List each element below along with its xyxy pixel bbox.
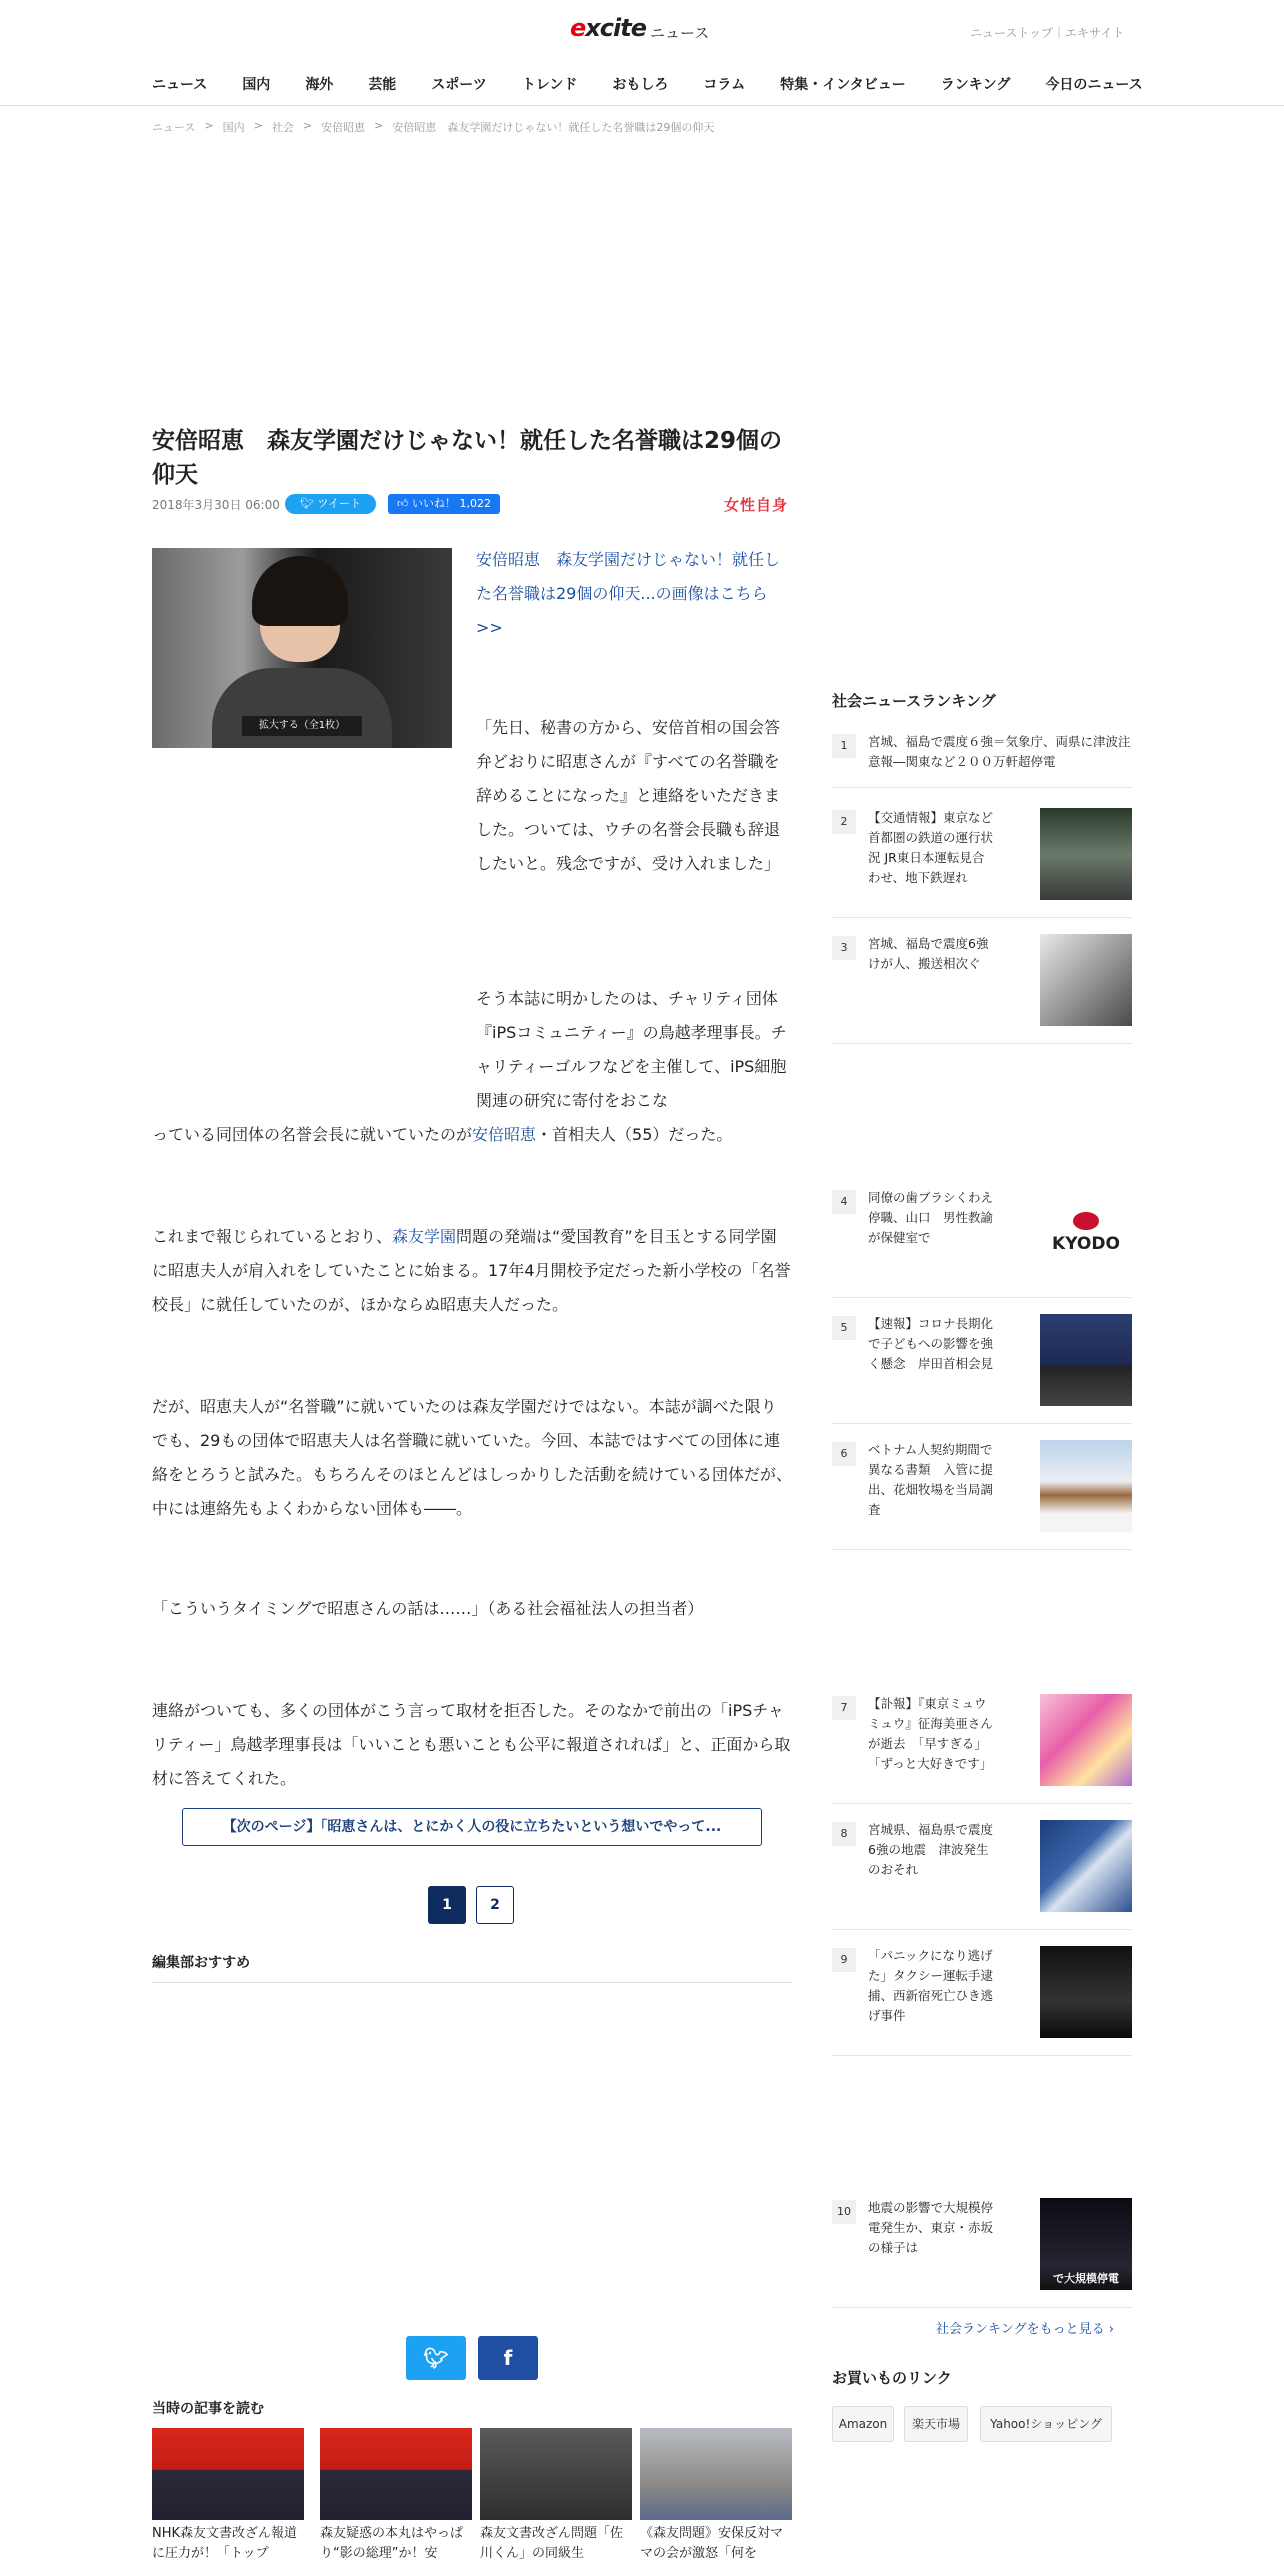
- ranking-thumbnail: [1040, 934, 1132, 1026]
- share-twitter-button[interactable]: [406, 2336, 466, 2380]
- ranking-title: 【訃報】『東京ミュウミュウ』征海美亜さんが逝去 「早すぎる」「ずっと大好きです」: [868, 1696, 993, 1771]
- nav-item-overseas[interactable]: 海外: [305, 77, 334, 93]
- shop-link-rakuten[interactable]: 楽天市場: [904, 2406, 968, 2442]
- ranking-title: 地震の影響で大規模停電発生か、東京・赤坂の様子は: [868, 2200, 994, 2255]
- ranking-thumbnail: [1040, 1946, 1132, 2038]
- global-nav: [0, 66, 1284, 106]
- tag-link[interactable]: 安倍昭恵: [472, 1125, 537, 1144]
- past-article-thumbnail: [640, 2428, 792, 2520]
- excite-logo[interactable]: excite: [570, 14, 646, 42]
- article-photo[interactable]: [152, 548, 452, 748]
- ranking-item[interactable]: 3 宮城、福島で震度6強けが人、搬送相次ぐ: [832, 934, 1132, 1044]
- ranking-thumbnail: [1040, 808, 1132, 900]
- article-paragraph: そう本誌に明かしたのは、チャリティ団体『iPSコミュニティー』の鳥越孝理事長。チャリティーゴルフなどを主催して、iPS細胞関連の研究に寄付をおこな: [476, 989, 787, 1110]
- past-article-title: 森友文書改ざん問題「佐川くん」の同級生: [480, 2526, 624, 2561]
- ranking-item[interactable]: 5 【速報】コロナ長期化で子どもへの影響を強く懸念 岸田首相会見: [832, 1314, 1132, 1424]
- twitter-icon: 🐦︎: [300, 497, 318, 510]
- ranking-title: 【速報】コロナ長期化で子どもへの影響を強く懸念 岸田首相会見: [868, 1316, 994, 1371]
- page-2-button[interactable]: 2: [476, 1886, 514, 1924]
- article-paragraph: っている同団体の名誉会長に就いていたのが安倍昭恵・首相夫人（55）だった。: [152, 1125, 733, 1144]
- nav-item-domestic[interactable]: 国内: [242, 77, 271, 93]
- ranking-item[interactable]: 2 【交通情報】東京など首都圏の鉄道の運行状況 JR東日本運転見合わせ、地下鉄遅れ: [832, 808, 1132, 918]
- ranking-item[interactable]: 4 同僚の歯ブラシくわえ停職、山口 男性教諭が保健室で KYODO: [832, 1188, 1132, 1298]
- ranking-thumbnail: [1040, 1694, 1132, 1786]
- nav-item-today[interactable]: 今日のニュース: [1045, 77, 1143, 93]
- ranking-item[interactable]: 6 ベトナム人契約期間で異なる書類 入管に提出、花畑牧場を当局調査: [832, 1440, 1132, 1550]
- ranking-title: 同僚の歯ブラシくわえ停職、山口 男性教諭が保健室で: [868, 1190, 994, 1245]
- ranking-title: 「パニックになり逃げた」タクシー運転手逮捕、西新宿死亡ひき逃げ事件: [868, 1948, 994, 2023]
- photo-enlarge-caption[interactable]: 拡大する（全1枚）: [242, 716, 362, 736]
- ranking-title: ベトナム人契約期間で異なる書類 入管に提出、花畑牧場を当局調査: [868, 1442, 994, 1517]
- nav-item-ranking[interactable]: ランキング: [940, 77, 1011, 93]
- ranking-thumbnail: [1040, 1440, 1132, 1532]
- kyodo-logo: KYODO: [1040, 1188, 1132, 1280]
- kyodo-mark-icon: [1073, 1212, 1099, 1230]
- ranking-item[interactable]: 1 宮城、福島で震度６強＝気象庁、両県に津波注意報―関東など２００万軒超停電: [832, 732, 1132, 788]
- past-article-title: NHK森友文書改ざん報道に圧力が！「トップ: [152, 2526, 298, 2561]
- nav-item-column[interactable]: コラム: [703, 77, 746, 93]
- source-logo[interactable]: 女性自身: [724, 496, 789, 514]
- past-articles-heading: 当時の記事を読む: [152, 2401, 264, 2417]
- ranking-thumbnail: で大規模停電: [1040, 2198, 1132, 2290]
- breadcrumb-item[interactable]: 社会: [271, 121, 294, 134]
- past-article-thumbnail: [480, 2428, 632, 2520]
- past-article-card[interactable]: [480, 2428, 632, 2564]
- article-paragraph: 「先日、秘書の方から、安倍首相の国会答弁どおりに昭恵さんが『すべての名誉職を辞めることになった』と連絡をいただきました。ついては、ウチの名誉会長職も辞退したいと。残念ですが、受け入れました」: [476, 718, 781, 873]
- like-button[interactable]: 👍︎ いいね！ 1,022: [388, 494, 500, 514]
- photo-gallery-link[interactable]: 安倍昭恵 森友学園だけじゃない！就任した名誉職は29個の仰天...の画像はこちら >>: [476, 550, 781, 637]
- tag-link[interactable]: 森友学園: [392, 1227, 457, 1246]
- article-date: 2018年3月30日 06:00: [152, 498, 280, 512]
- past-article-card[interactable]: [152, 2428, 304, 2564]
- article-paragraph: だが、昭恵夫人が“名誉職”に就いていたのは森友学園だけではない。本誌が調べた限りでも、29もの団体で昭恵夫人は名誉職に就いていた。今回、本誌ではすべての団体に連絡をとろうと試みた。もちろんそのほとんどはしっかりした活動を続けている団体だが、中には連絡先もよくわからない団体も――。: [152, 1397, 793, 1518]
- past-article-thumbnail: [320, 2428, 472, 2520]
- page-1-button[interactable]: 1: [428, 1886, 466, 1924]
- article-paragraph: これまで報じられているとおり、森友学園問題の発端は“愛国教育”を目玉とする同学園に昭恵夫人が肩入れをしていたことに始まる。17年4月開校予定だった新小学校の「名誉校長」に就任していたのが、ほかならぬ昭恵夫人だった。: [152, 1227, 791, 1314]
- ranking-title: 宮城、福島で震度6強けが人、搬送相次ぐ: [868, 936, 989, 971]
- ranking-heading: 社会ニュースランキング: [832, 692, 996, 710]
- breadcrumb-item[interactable]: ニュース: [152, 121, 196, 134]
- past-article-title: 森友疑惑の本丸はやっぱり“影の総理”か！安: [320, 2526, 464, 2561]
- ranking-item[interactable]: 10 地震の影響で大規模停電発生か、東京・赤坂の様子は で大規模停電: [832, 2198, 1132, 2308]
- ranking-item[interactable]: 9 「パニックになり逃げた」タクシー運転手逮捕、西新宿死亡ひき逃げ事件: [832, 1946, 1132, 2056]
- breadcrumb: ニュース > 国内 > 社会 > 安倍昭恵 > 安倍昭恵 森友学園だけじゃない！就任した名誉職は29個の仰天: [152, 119, 715, 134]
- breadcrumb-item[interactable]: 国内: [222, 121, 245, 134]
- shop-link-yahoo[interactable]: Yahoo!ショッピング: [980, 2406, 1112, 2442]
- past-article-thumbnail: [152, 2428, 304, 2520]
- ranking-item[interactable]: 8 宮城県、福島県で震度6強の地震 津波発生のおそれ: [832, 1820, 1132, 1930]
- nav-item-entertainment[interactable]: 芸能: [368, 77, 397, 93]
- article-title: 安倍昭恵 森友学園だけじゃない！就任した名誉職は29個の仰天: [152, 428, 783, 488]
- nav-item-funny[interactable]: おもしろ: [612, 77, 669, 93]
- article-paragraph: 「こういうタイミングで昭恵さんの話は……」（ある社会福祉法人の担当者）: [152, 1599, 704, 1618]
- next-page-button[interactable]: 【次のページ】「昭恵さんは、とにかく人の役に立ちたいという想いでやって...: [182, 1808, 762, 1846]
- share-facebook-button[interactable]: [478, 2336, 538, 2380]
- ranking-title: 【交通情報】東京など首都圏の鉄道の運行状況 JR東日本運転見合わせ、地下鉄遅れ: [868, 810, 994, 885]
- nav-item-news[interactable]: ニュース: [152, 77, 208, 93]
- shop-link-amazon[interactable]: Amazon: [832, 2406, 894, 2442]
- thumbs-up-icon: 👍︎: [397, 497, 412, 510]
- past-article-card[interactable]: [320, 2428, 472, 2564]
- logo-subtitle: ニュース: [650, 24, 710, 42]
- ranking-title: 宮城、福島で震度６強＝気象庁、両県に津波注意報―関東など２００万軒超停電: [868, 734, 1131, 769]
- facebook-icon: f: [503, 2346, 513, 2370]
- nav-item-sports[interactable]: スポーツ: [431, 77, 487, 93]
- ranking-title: 宮城県、福島県で震度6強の地震 津波発生のおそれ: [868, 1822, 994, 1877]
- tweet-button[interactable]: 🐦︎ ツイート: [285, 494, 376, 514]
- breadcrumb-item[interactable]: 安倍昭恵: [321, 121, 366, 134]
- breadcrumb-current: 安倍昭恵 森友学園だけじゃない！就任した名誉職は29個の仰天: [392, 121, 715, 134]
- recommend-heading: 編集部おすすめ: [152, 1952, 792, 1983]
- shopping-heading: お買いものリンク: [832, 2369, 952, 2387]
- chevron-right-icon: ›: [1104, 2322, 1114, 2337]
- past-article-title: 《森友問題》安保反対ママの会が激怒「何を: [640, 2526, 784, 2561]
- nav-item-trend[interactable]: トレンド: [521, 77, 578, 93]
- top-links[interactable]: ニューストップ｜エキサイト: [970, 26, 1125, 40]
- nav-item-feature[interactable]: 特集・インタビュー: [780, 77, 906, 93]
- article-paragraph: 連絡がついても、多くの団体がこう言って取材を拒否した。そのなかで前出の「iPSチャリティー」鳥越孝理事長は「いいことも悪いことも公平に報道されれば」と、正面から取材に答えてくれた。: [152, 1701, 791, 1788]
- logo-text: xcite: [585, 14, 646, 42]
- ranking-item[interactable]: 7 【訃報】『東京ミュウミュウ』征海美亜さんが逝去 「早すぎる」「ずっと大好きです」: [832, 1694, 1132, 1804]
- past-article-card[interactable]: [640, 2428, 792, 2564]
- ranking-thumbnail: [1040, 1314, 1132, 1406]
- more-ranking-link[interactable]: 社会ランキングをもっと見る ›: [936, 2322, 1114, 2337]
- twitter-icon: 🐦︎: [423, 2346, 449, 2370]
- ranking-thumbnail: [1040, 1820, 1132, 1912]
